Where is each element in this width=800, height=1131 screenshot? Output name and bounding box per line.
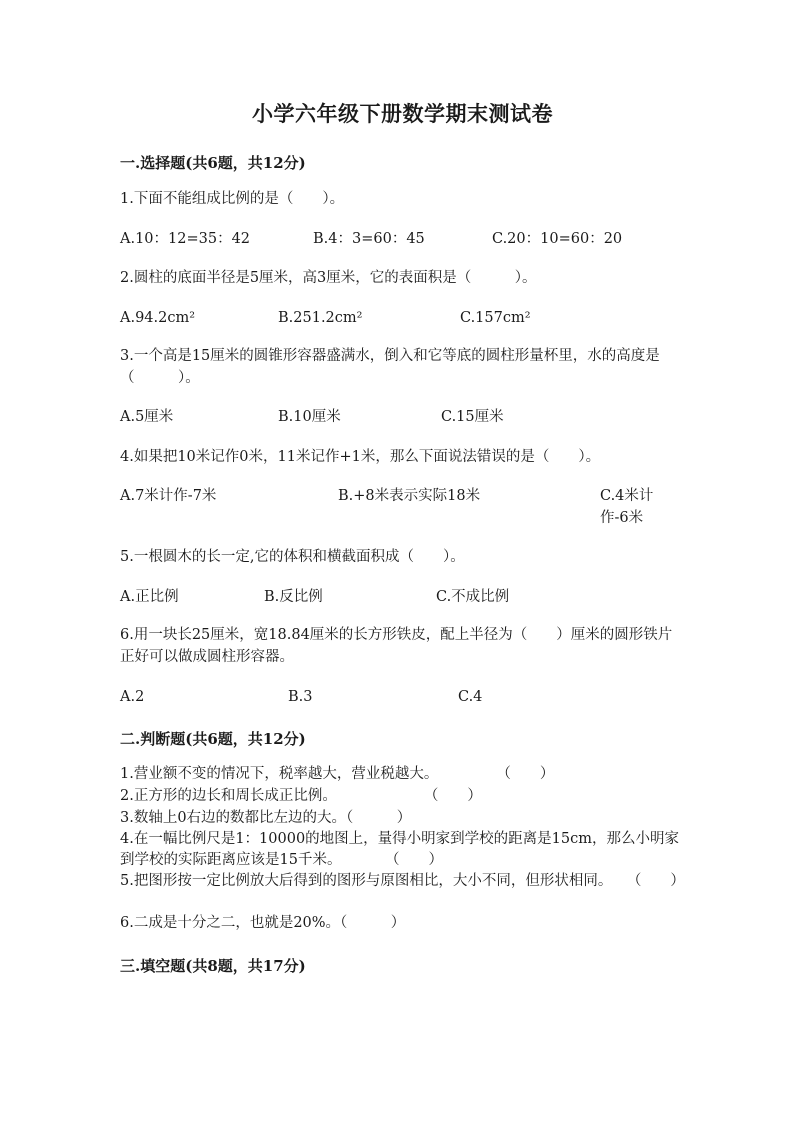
judge-item-4: 4.在一幅比例尺是1：10000的地图上，量得小明家到学校的距离是15cm，那么小明家到学校的实际距离应该是15千米。 （ ） bbox=[120, 831, 680, 868]
option-c: C.不成比例 bbox=[436, 589, 510, 605]
choice-options-2 bbox=[120, 307, 680, 329]
option-b: B.3 bbox=[288, 689, 313, 705]
choice-question-2: 2.圆柱的底面半径是5厘米，高3厘米，它的表面积是（ ）。 bbox=[120, 270, 537, 286]
option-a: A.5厘米 bbox=[120, 409, 174, 425]
choice-question-5: 5.一根圆木的长一定,它的体积和横截面积成（ ）。 bbox=[120, 549, 465, 565]
option-c bbox=[600, 485, 680, 529]
option-b: B.251.2cm² bbox=[278, 310, 363, 326]
choice-options-1 bbox=[120, 228, 680, 250]
section-heading-choice: 一.选择题(共6题，共12分) bbox=[120, 154, 306, 172]
option-b: B.反比例 bbox=[264, 589, 323, 605]
choice-options-4 bbox=[120, 485, 680, 529]
judge-item-2: 2.正方形的边长和周长成正比例。 （ ） bbox=[120, 788, 482, 804]
choice-options-6 bbox=[120, 686, 680, 708]
option-a: A.2 bbox=[120, 689, 145, 705]
option-b: B.4：3=60：45 bbox=[313, 231, 425, 247]
judge-item-6: 6.二成是十分之二，也就是20%。（ ） bbox=[120, 915, 406, 931]
option-b: B.10厘米 bbox=[278, 409, 341, 425]
option-a: A.10：12=35：42 bbox=[120, 231, 251, 247]
judge-item-3: 3.数轴上0右边的数都比左边的大。（ ） bbox=[120, 810, 412, 826]
option-a: A.94.2cm² bbox=[120, 310, 196, 326]
option-c: C.15厘米 bbox=[441, 409, 504, 425]
option-c: C.4 bbox=[458, 689, 483, 705]
section-heading-judge: 二.判断题(共6题，共12分) bbox=[120, 730, 306, 748]
section-heading-fill: 三.填空题(共8题，共17分) bbox=[120, 957, 306, 975]
exam-title: 小学六年级下册数学期末测试卷 bbox=[252, 101, 553, 126]
option-c-text: C.4米计作-6米 bbox=[600, 488, 654, 526]
option-c: C.20：10=60：20 bbox=[492, 231, 623, 247]
option-a: A.正比例 bbox=[120, 589, 179, 605]
judge-item-5: 5.把图形按一定比例放大后得到的图形与原图相比，大小不同，但形状相同。 （ ） bbox=[120, 873, 685, 889]
choice-question-4: 4.如果把10米记作0米，11米记作+1米，那么下面说法错误的是（ ）。 bbox=[120, 449, 601, 465]
judge-item-1: 1.营业额不变的情况下，税率越大，营业税越大。 （ ） bbox=[120, 766, 555, 782]
option-b: B.+8米表示实际18米 bbox=[338, 488, 481, 504]
choice-question-6: 6.用一块长25厘米，宽18.84厘米的长方形铁皮，配上半径为（ ）厘米的圆形铁片正好可以做成圆柱形容器。 bbox=[120, 627, 673, 665]
option-c: C.157cm² bbox=[460, 310, 531, 326]
choice-question-1: 1.下面不能组成比例的是（ ）。 bbox=[120, 191, 345, 207]
choice-options-3 bbox=[120, 406, 680, 428]
option-a: A.7米计作-7米 bbox=[120, 488, 217, 504]
choice-options-5 bbox=[120, 586, 680, 608]
choice-question-3: 3.一个高是15厘米的圆锥形容器盛满水，倒入和它等底的圆柱形量杯里，水的高度是（ ）。 bbox=[120, 348, 660, 386]
